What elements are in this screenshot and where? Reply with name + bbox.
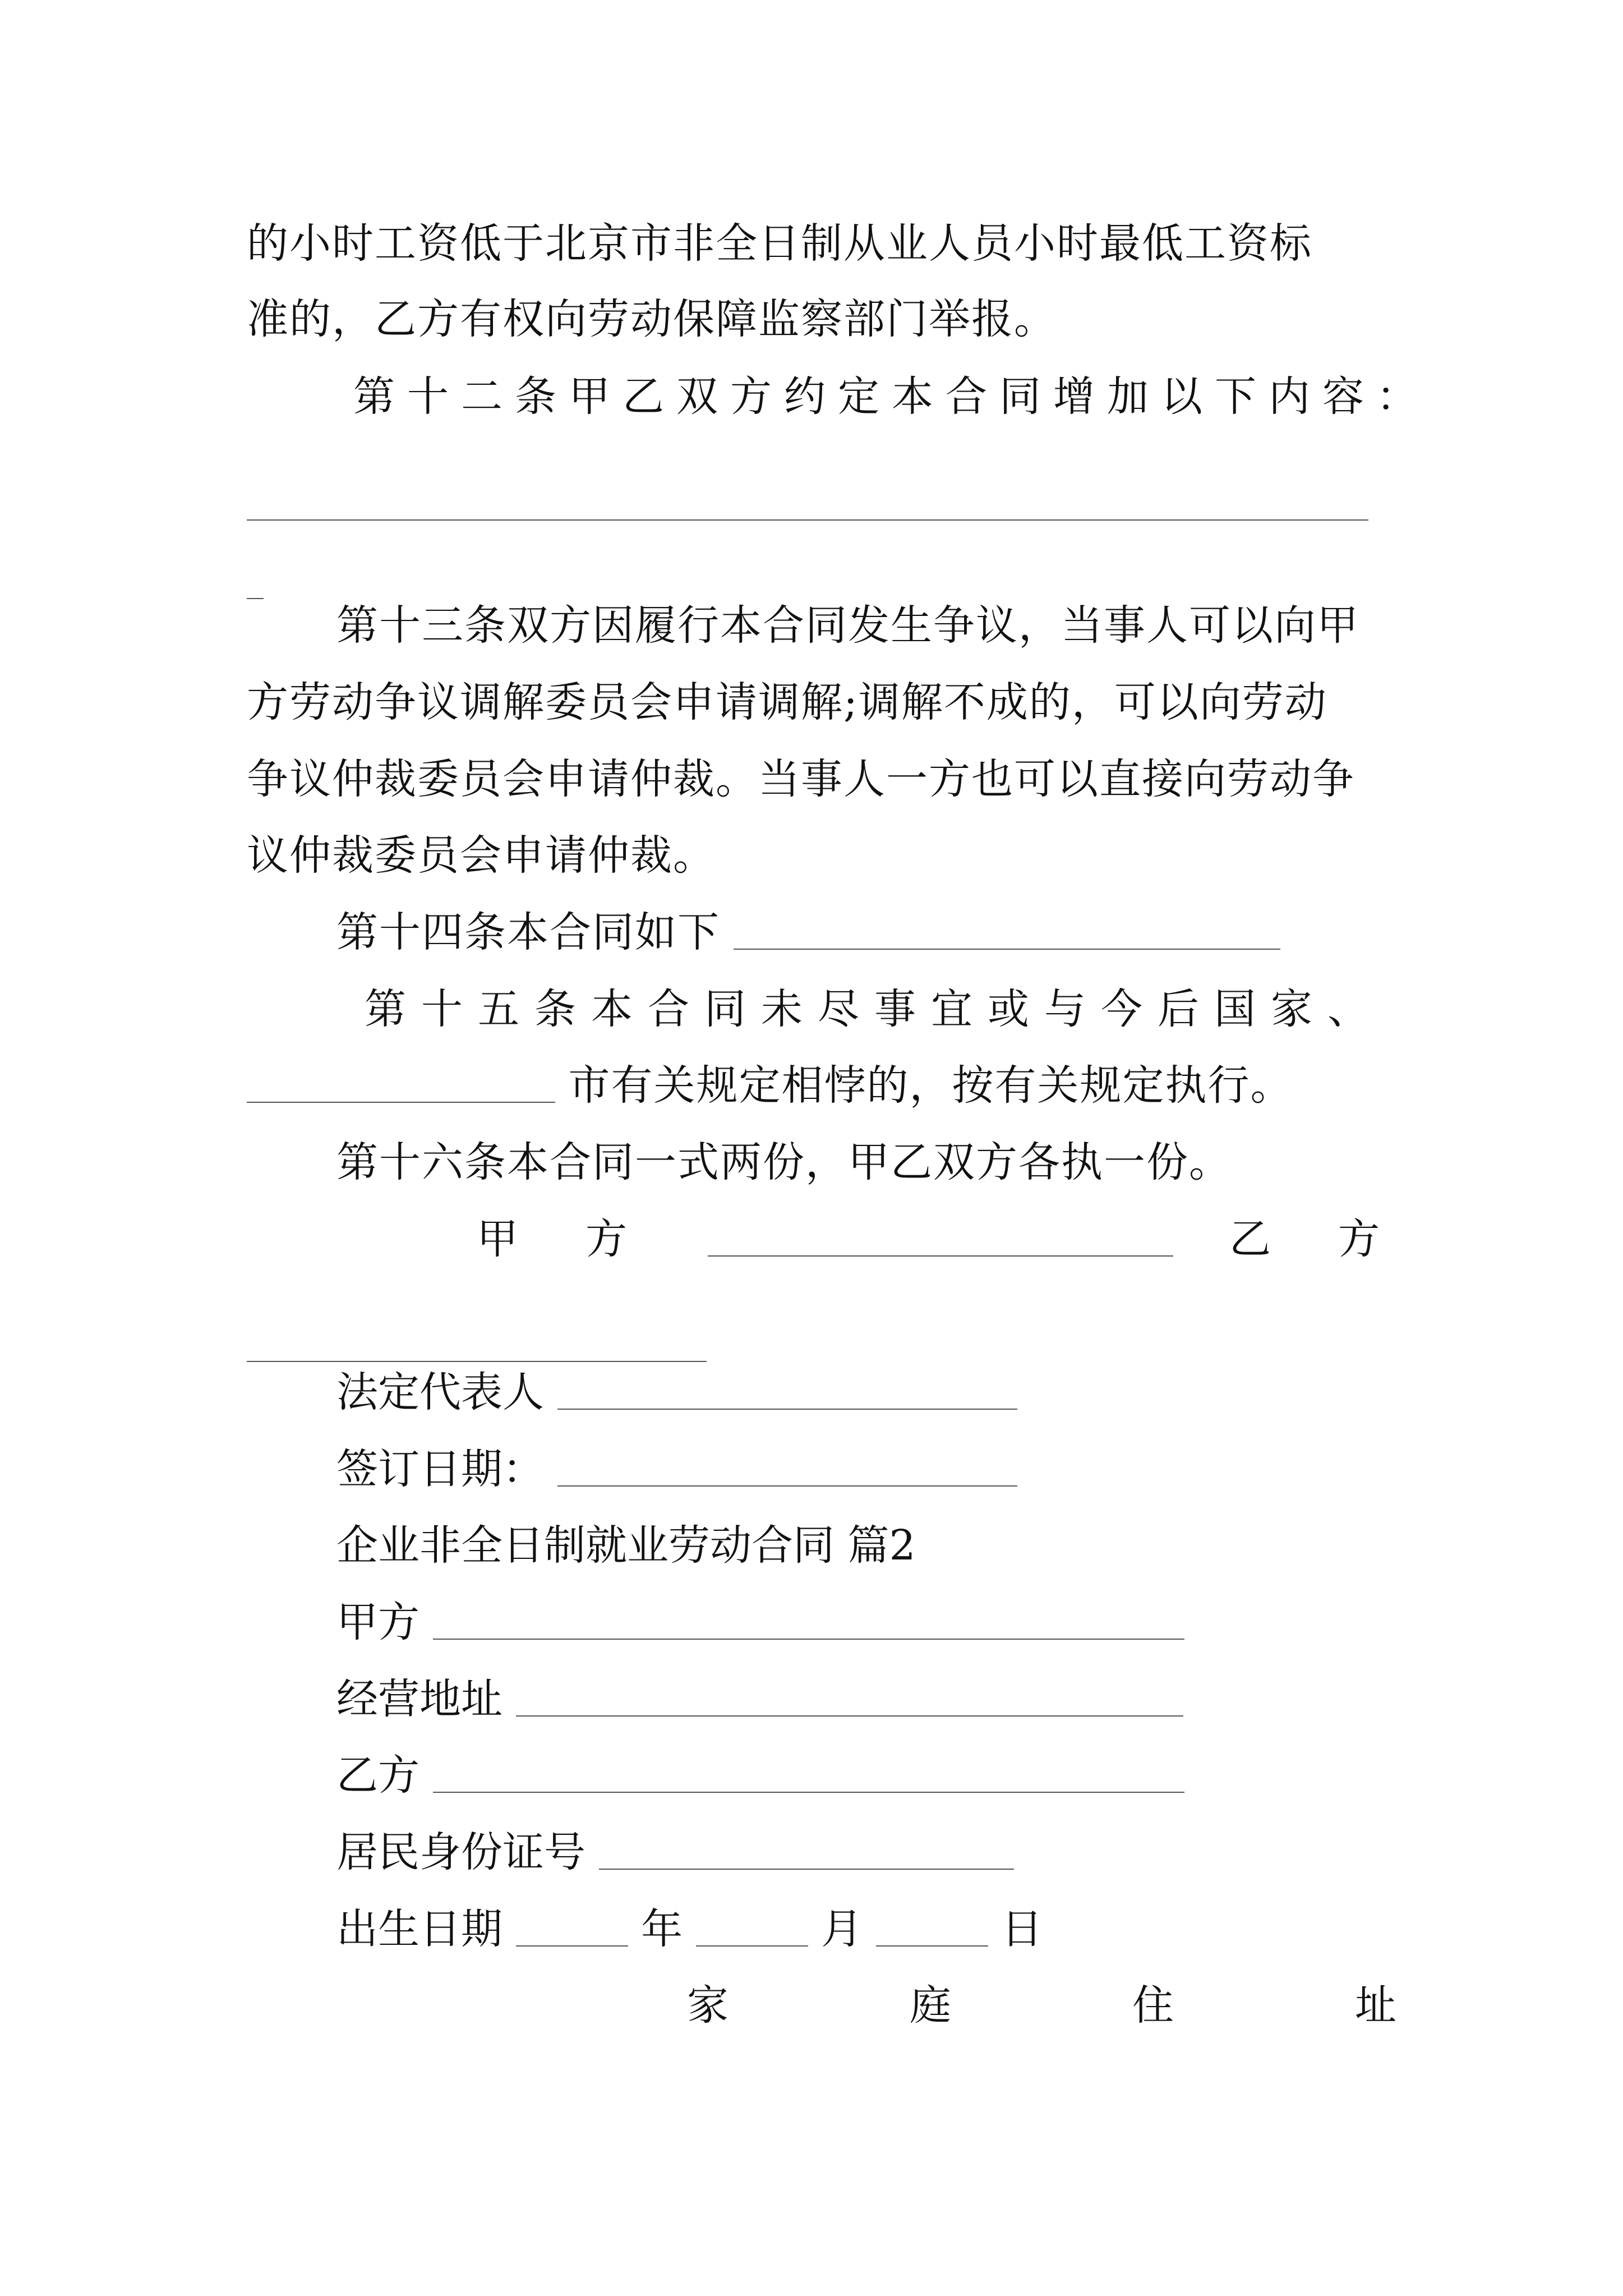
article-13-line-1 [336,601,1359,650]
contract-2-title [336,1521,916,1570]
article-13-line-3 [247,755,1355,803]
text-line: 第十五条本合同未尽事宜或与今后国家、 [365,985,1384,1033]
field-label: 出生日期 [336,1905,502,1953]
legal-representative [336,1368,1017,1416]
day-label: 日 [1001,1905,1043,1953]
fill-blank [433,1639,1184,1640]
fill-blank [696,1945,808,1947]
text-line: 议仲裁委员会申请仲裁。 [247,831,716,880]
text-line: 争议仲裁委员会申请仲裁。当事人一方也可以直接向劳动争 [247,755,1355,803]
party-b-field [336,1751,1184,1800]
field-label: 家庭住址 [687,1981,1578,2030]
party-b-label: 乙方 [1229,1215,1447,1263]
article-12 [353,372,1430,421]
signature-parties [477,1215,1447,1263]
month-label: 月 [821,1905,863,1953]
field-label: 居民身份证号 [336,1828,585,1876]
article-13-line-2 [247,678,1327,726]
article-12-blank-tail [247,561,264,602]
article-16 [336,1138,1232,1186]
fill-blank [557,1485,1017,1487]
para-11-tail-line-1 [247,219,1380,268]
text-line: 市有关规定相悖的，按有关规定执行。 [568,1061,1293,1110]
id-number-field [336,1828,1014,1876]
year-label: 年 [641,1905,683,1953]
fill-blank [734,949,1280,950]
article-14 [336,908,1280,956]
para-11-tail-line-2 [247,295,1057,343]
article-15-line-1 [365,985,1384,1033]
fill-blank [247,1102,555,1103]
text-line: 方劳动争议调解委员会申请调解;调解不成的，可以向劳动 [247,678,1327,726]
fill-blank [247,598,264,599]
party-a-field [336,1598,1184,1646]
article-12-blank [247,482,1368,524]
field-label: 甲方 [336,1598,419,1646]
fill-blank [516,1715,1183,1717]
text-line: 第十六条本合同一式两份，甲乙双方各执一份。 [336,1138,1232,1186]
signing-date [336,1445,1017,1493]
text-line: 第十四条本合同如下 [336,908,720,956]
text-line: 准的，乙方有权向劳动保障监察部门举报。 [247,295,1057,343]
fill-blank [557,1409,1017,1410]
article-15-line-2 [247,1061,1293,1110]
fill-blank [708,1255,1173,1257]
field-label: 签订日期： [336,1445,544,1493]
fill-blank [433,1792,1184,1793]
text-line: 第十二条甲乙双方约定本合同增加以下内容： [353,372,1430,421]
party-a-label: 甲方 [477,1215,694,1263]
fill-blank [516,1945,628,1947]
birth-date-field [336,1905,1043,1953]
signature-blank-tail [247,1324,707,1365]
text-line: 第十三条双方因履行本合同发生争议，当事人可以向甲 [336,601,1359,650]
text-line: 的小时工资低于北京市非全日制从业人员小时最低工资标 [247,219,1312,268]
field-label: 经营地址 [336,1675,502,1723]
fill-blank [247,1361,707,1362]
fill-blank [599,1869,1014,1870]
fill-blank [247,519,1368,521]
article-13-line-4 [247,831,716,880]
home-address-field [687,1981,1578,2030]
section-title: 企业非全日制就业劳动合同 篇2 [336,1521,916,1570]
business-address-field [336,1675,1183,1723]
fill-blank [876,1945,988,1947]
field-label: 法定代表人 [336,1368,544,1416]
field-label: 乙方 [336,1751,419,1800]
